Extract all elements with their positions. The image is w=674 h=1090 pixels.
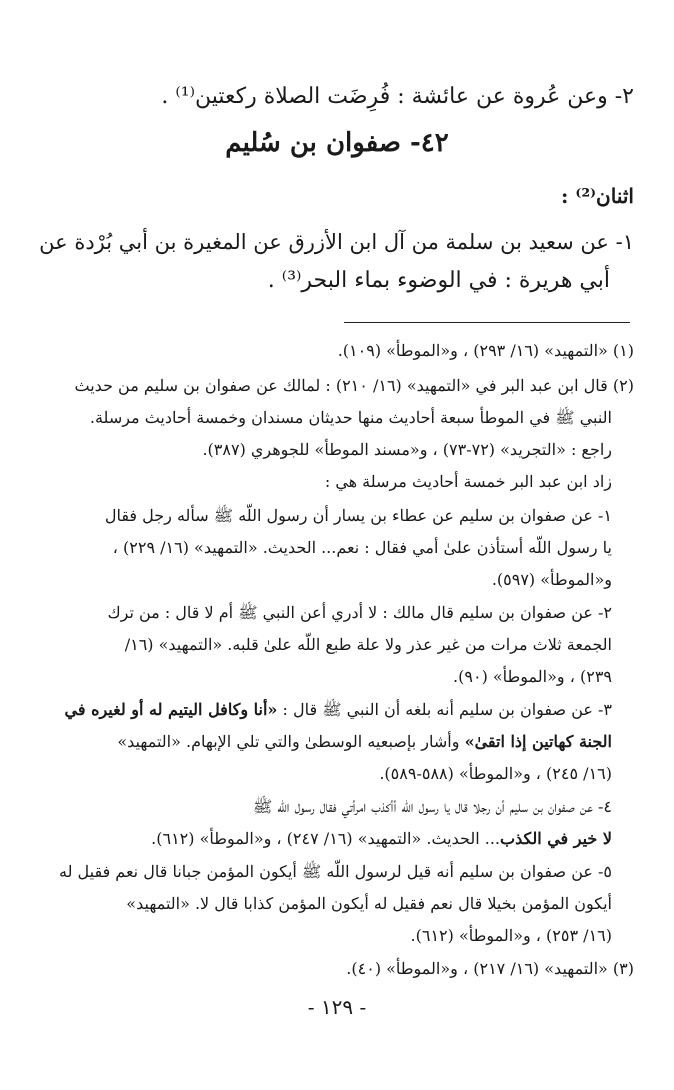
footnote-item-1-line-3: و«الموطأ» (٥٩٧). <box>491 570 612 589</box>
item-4-text: ... الحديث. «التمهيد» (١٦/ ٢٤٧) ، و«الموطأ» (٦١٢). <box>151 829 501 848</box>
footnote-item-5-line-2: أيكون المؤمن بخيلا قال نعم فقيل له أيكون المؤمن كذابا قال لا. «التمهيد» <box>126 894 612 913</box>
footnote-2-line-2: النبي ﷺ في الموطأ سبعة أحاديث منها حديثان مسندان وخمسة أحاديث مرسلة. <box>89 408 612 427</box>
footnote-divider <box>344 322 630 323</box>
footnote-item-4-line-1: ٤- عن صفوان بن سليم أن رجلا قال يا رسول اللّه أأكذب امرأتي فقال رسول اللّه ﷺ <box>253 797 612 816</box>
footnote-item-3-line-3: (١٦/ ٢٤٥) ، و«الموطأ» (٥٨٨-٥٨٩). <box>379 764 612 783</box>
footnote-item-1-line-2: يا رسول اللّه أستأذن علىٰ أمي فقال : نعم... الحديث. «التمهيد» (١٦/ ٢٢٩) ، <box>112 538 612 557</box>
item-3-text-cont: وأشار بإصبعيه الوسطىٰ والتي تلي الإبهام. «التمهيد» <box>117 732 465 751</box>
item-3-hadith-bold: «أنا وكافل اليتيم له أو لغيره في <box>64 700 278 719</box>
footnote-2-line-1: (٢) قال ابن عبد البر في «التمهيد» (١٦/ ٢١٠) : لمالك عن صفوان بن سليم من حديث <box>74 376 634 395</box>
footnote-item-1-line-1: ١- عن صفوان بن سليم عن عطاء بن يسار أن رسول اللّه ﷺ سأله رجل فقال <box>104 506 612 525</box>
hadith-line-urwa: ٢- وعن عُروة عن عائشة : فُرِضَت الصلاة ركعتين⁽¹⁾ . <box>161 84 634 109</box>
footnote-2-line-4: زاد ابن عبد البر خمسة أحاديث مرسلة هي : <box>324 472 612 491</box>
item-4-hadith-bold: لا خير في الكذب <box>500 829 612 848</box>
footnote-item-4-line-2 <box>36 831 612 847</box>
item-3-text: ٣- عن صفوان بن سليم أنه بلغه أن النبي ﷺ قال : <box>277 700 612 719</box>
footnote-item-2-line-1: ٢- عن صفوان بن سليم قال مالك : لا أدري أعن النبي ﷺ أم لا قال : من ترك <box>107 603 612 622</box>
footnote-item-3-line-1 <box>36 702 612 718</box>
footnote-item-5-line-3: (١٦/ ٢٥٣) ، و«الموطأ» (٦١٢). <box>410 926 612 945</box>
footnote-item-2-line-2: الجمعة ثلاث مرات من غير عذر ولا علة طبع اللّه علىٰ قلبه. «التمهيد» (١٦/ <box>124 635 612 654</box>
footnote-2-line-3: راجع : «التجريد» (٧٢-٧٣) ، و«مسند الموطأ» للجوهري (٣٨٧). <box>202 440 612 459</box>
hadith-1-line-1: ١- عن سعيد بن سلمة من آل ابن الأزرق عن المغيرة بن أبي بُرْدة عن <box>39 230 634 254</box>
footnote-item-3-line-2 <box>36 734 612 750</box>
footnote-item-5-line-1: ٥- عن صفوان بن سليم أنه قيل لرسول اللّه ﷺ أيكون المؤمن جبانا قال نعم فقيل له <box>58 862 612 881</box>
subheading: اثنان⁽²⁾ : <box>561 184 634 208</box>
item-3-hadith-bold-cont: الجنة كهاتين إذا اتقىٰ» <box>464 732 612 751</box>
page-number: - ١٢٩ - <box>307 995 367 1019</box>
footnote-3: (٣) «التمهيد» (١٦/ ٢١٧) ، و«الموطأ» (٤٠). <box>346 959 634 978</box>
section-title: ٤٢- صفوان بن سُليم <box>225 128 449 158</box>
hadith-1-line-2: أبي هريرة : في الوضوء بماء البحر⁽³⁾ . <box>267 268 610 293</box>
footnote-item-2-line-3: ٢٣٩) ، و«الموطأ» (٩٠). <box>453 667 612 686</box>
footnote-1: (١) «التمهيد» (١٦/ ٢٩٣) ، و«الموطأ» (١٠٩). <box>337 341 634 360</box>
